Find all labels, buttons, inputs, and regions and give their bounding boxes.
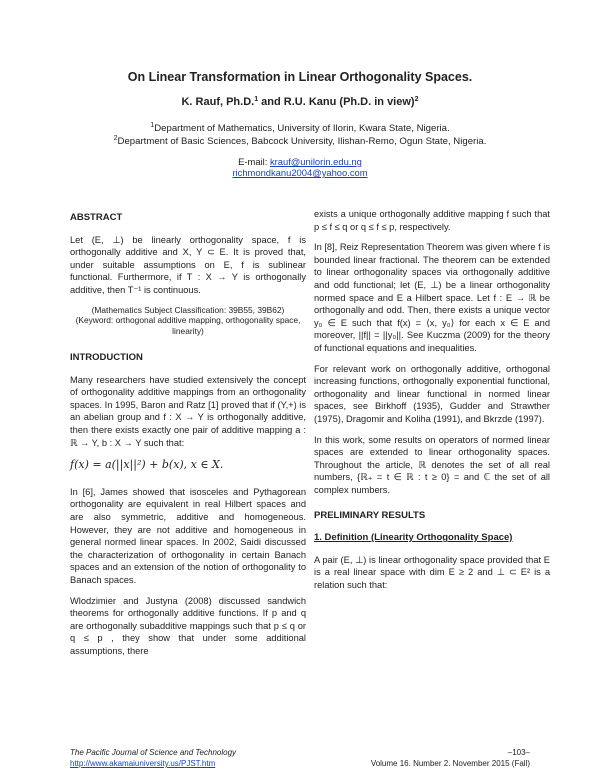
author-2-sup: 2 xyxy=(414,96,419,103)
introduction-heading: INTRODUCTION xyxy=(70,352,143,364)
email-link-2[interactable]: richmondkanu2004@yahoo.com xyxy=(232,167,368,178)
msc-line: (Mathematics Subject Classification: 39B55, 39B62) xyxy=(91,304,285,315)
right-column xyxy=(314,208,550,599)
intro-paragraph-2: In [6], James showed that isosceles and Pythagorean orthogonality are equivalent in real Hilbert spaces and are also symmetric, additive and homogeneous. However, they are not additive and homogeneous in general normed linear spaces. In 2002, Saidi discussed the characterization of orthogonality in certain Banach spaces and an extension of the notion of orthogonality to Banach spaces. xyxy=(70,486,306,585)
affiliation-1-sup: 1 xyxy=(150,122,155,129)
email-link-1[interactable]: krauf@unilorin.edu.ng xyxy=(269,156,362,167)
definition-text: A pair (E, ⊥) is linear orthogonality space provided that E is a real linear space with dim E ≥ 2 and ⊥ ⊂ E² is a relation such that: xyxy=(314,554,550,590)
intro-paragraph-3: Wlodzimier and Justyna (2008) discussed sandwich theorems for orthogonally additive functions. If p and q are orthogonally subadditive mappings such that p ≤ q or q ≤ p , they show that under some additional assumptions, there xyxy=(70,595,306,656)
author-line xyxy=(0,96,600,108)
paper-title: On Linear Transformation in Linear Orthogonality Spaces. xyxy=(127,70,473,84)
journal-url-link[interactable]: http://www.akamaiuniversity.us/PJST.htm xyxy=(70,759,216,768)
right-paragraph-3: For relevant work on orthogonally additive, orthogonal increasing functions, orthogonally exponential functional, orthogonality and linear functional in normed linear spaces, see Birkhoff (1935), Gudder and Strawther (1975), Dragomir and Koliha (1991), and Bkrzde (1997). xyxy=(314,363,550,424)
keywords-line: (Keyword: orthogonal additive mapping, orthogonality space, linearity) xyxy=(75,315,301,336)
journal-name: The Pacific Journal of Science and Technology xyxy=(70,748,237,757)
email-block xyxy=(0,156,600,178)
classification-block xyxy=(70,305,306,337)
footer-left xyxy=(70,747,236,769)
right-paragraph-1: exists a unique orthogonally additive mapping f such that p ≤ f ≤ q or q ≤ f ≤ p, respectively. xyxy=(314,209,550,232)
intro-paragraph-1: Many researchers have studied extensively the concept of orthogonality additive mappings from an orthogonality spaces. In 1995, Baron and Ratz [1] proved that if (Y,+) is an abelian group and f : X → Y is orthogonally additive, then there exists exactly one pair of additive mapping a : ℝ → Y, b : X → Y such that: xyxy=(70,374,306,448)
abstract-text: Let (E, ⊥) be linearly orthogonality space, f is orthogonally additive and X, Y ⊂ E. It is proved that, under suitable assumptions on E, f is sublinear functional. Furthermore, if T : X → Y is orthogonally additive, then T⁻¹ is continuous. xyxy=(70,234,306,295)
volume-info: Volume 16. Number 2. November 2015 (Fall) xyxy=(370,759,530,768)
preliminary-heading: PRELIMINARY RESULTS xyxy=(314,510,426,522)
author-1: K. Rauf, Ph.D. xyxy=(181,96,255,108)
equation-1: f(x) = a(||x||²) + b(x), x ∈ X. xyxy=(70,458,224,472)
right-paragraph-2: In [8], Reiz Representation Theorem was given where f is bounded linear fractional. The theorem can be extended to linear orthogonality spaces via orthogonally additive and odd functional; let (E, ⊥) be a linear orthogonality normed space and E a Hilbert space. Let f : E → ℝ be orthogonally and odd. Then, there exists a unique vector y₀ ∈ E such that f(x) = ⟨x, y₀⟩ for each x ∈ E and moreover, ||f|| = ||y₀||. See Kuczma (2009) for the theory of functional equations and inequalities. xyxy=(314,242,550,353)
author-and: and R.U. Kanu (Ph.D. in view) xyxy=(258,96,415,108)
author-1-sup: 1 xyxy=(254,96,259,103)
page-number: –103– xyxy=(507,748,530,757)
right-paragraph-4: In this work, some results on operators of normed linear spaces are extended to linear orthogonality spaces. Throughout the article, ℝ denotes the set of all real numbers, {ℝ₊ = t ∈ ℝ : t ≥ 0} = and ℂ the set of all complex numbers. xyxy=(314,434,550,495)
definition-heading: 1. Definition (Linearity Orthogonality Space) xyxy=(314,532,513,544)
footer-right xyxy=(371,747,530,769)
abstract-heading: ABSTRACT xyxy=(70,212,123,223)
affiliation-2 xyxy=(0,133,600,148)
left-column xyxy=(70,212,306,666)
affiliation-2-text: Department of Basic Sciences, Babcock University, Ilishan-Remo, Ogun State, Nigeria. xyxy=(117,136,487,147)
affiliation-2-sup: 2 xyxy=(113,135,118,142)
affiliation-1-text: Department of Mathematics, University of Ilorin, Kwara State, Nigeria. xyxy=(154,123,450,134)
email-label: E-mail: xyxy=(238,156,270,167)
